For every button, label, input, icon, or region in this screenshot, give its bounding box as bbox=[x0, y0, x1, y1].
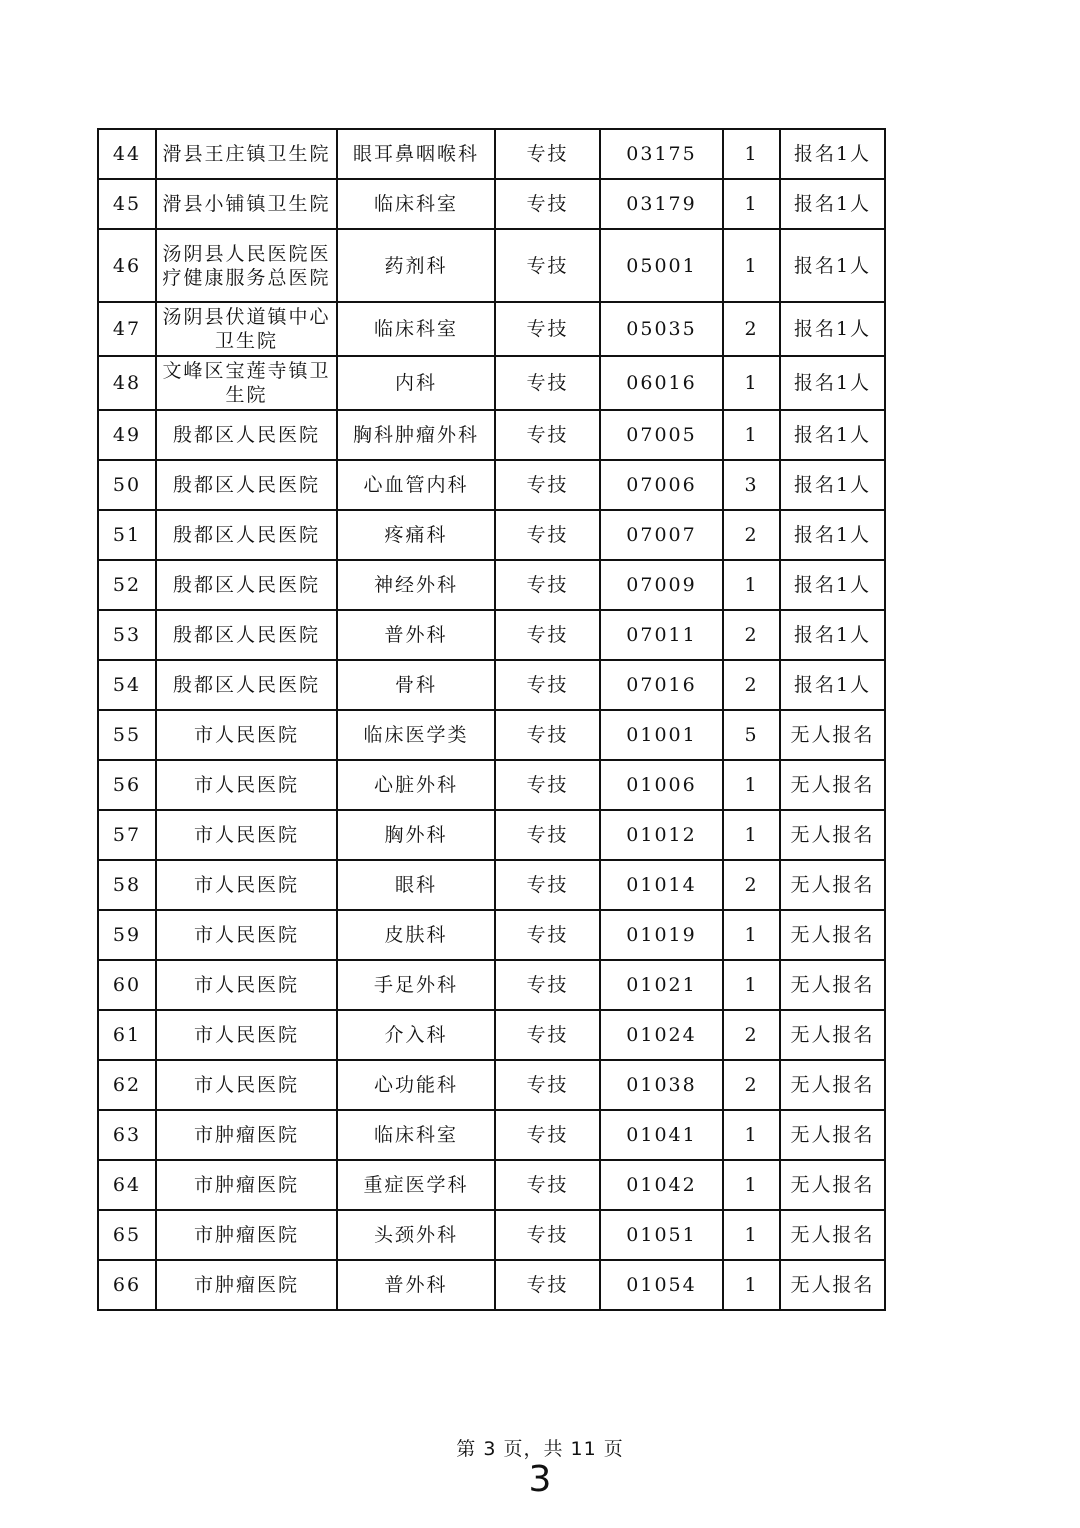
department: 重症医学科 bbox=[337, 1160, 495, 1210]
hiring-count: 1 bbox=[723, 1260, 780, 1310]
unit-name: 市肿瘤医院 bbox=[156, 1260, 337, 1310]
row-number: 44 bbox=[98, 129, 156, 179]
registration-status: 报名1人 bbox=[780, 460, 885, 510]
position-code: 07006 bbox=[600, 460, 723, 510]
hiring-count: 1 bbox=[723, 229, 780, 302]
table-row bbox=[98, 760, 885, 810]
table-row bbox=[98, 510, 885, 560]
position-type: 专技 bbox=[495, 510, 600, 560]
position-code: 03179 bbox=[600, 179, 723, 229]
registration-status: 报名1人 bbox=[780, 610, 885, 660]
department: 胸科肿瘤外科 bbox=[337, 410, 495, 460]
registration-status: 无人报名 bbox=[780, 1210, 885, 1260]
position-type: 专技 bbox=[495, 410, 600, 460]
position-code: 07011 bbox=[600, 610, 723, 660]
unit-name: 市人民医院 bbox=[156, 860, 337, 910]
position-type: 专技 bbox=[495, 710, 600, 760]
department: 临床科室 bbox=[337, 179, 495, 229]
row-number: 56 bbox=[98, 760, 156, 810]
hiring-count: 1 bbox=[723, 960, 780, 1010]
row-number: 66 bbox=[98, 1260, 156, 1310]
position-code: 01014 bbox=[600, 860, 723, 910]
position-code: 03175 bbox=[600, 129, 723, 179]
row-number: 45 bbox=[98, 179, 156, 229]
hiring-count: 1 bbox=[723, 410, 780, 460]
row-number: 49 bbox=[98, 410, 156, 460]
row-number: 62 bbox=[98, 1060, 156, 1110]
registration-status: 无人报名 bbox=[780, 960, 885, 1010]
department: 皮肤科 bbox=[337, 910, 495, 960]
position-code: 01021 bbox=[600, 960, 723, 1010]
hiring-count: 2 bbox=[723, 660, 780, 710]
position-code: 07005 bbox=[600, 410, 723, 460]
hiring-count: 1 bbox=[723, 179, 780, 229]
unit-name: 市肿瘤医院 bbox=[156, 1160, 337, 1210]
row-number: 60 bbox=[98, 960, 156, 1010]
table-row bbox=[98, 1260, 885, 1310]
hiring-count: 2 bbox=[723, 302, 780, 356]
table-row bbox=[98, 410, 885, 460]
department: 骨科 bbox=[337, 660, 495, 710]
department: 临床医学类 bbox=[337, 710, 495, 760]
position-type: 专技 bbox=[495, 302, 600, 356]
unit-name: 汤阴县人民医院医疗健康服务总医院 bbox=[156, 229, 337, 302]
position-code: 01054 bbox=[600, 1260, 723, 1310]
department: 普外科 bbox=[337, 610, 495, 660]
position-type: 专技 bbox=[495, 910, 600, 960]
registration-status: 报名1人 bbox=[780, 510, 885, 560]
position-code: 01041 bbox=[600, 1110, 723, 1160]
registration-status: 无人报名 bbox=[780, 1260, 885, 1310]
position-type: 专技 bbox=[495, 179, 600, 229]
registration-status: 无人报名 bbox=[780, 1110, 885, 1160]
table-row bbox=[98, 860, 885, 910]
row-number: 61 bbox=[98, 1010, 156, 1060]
unit-name: 殷都区人民医院 bbox=[156, 410, 337, 460]
row-number: 52 bbox=[98, 560, 156, 610]
position-type: 专技 bbox=[495, 1160, 600, 1210]
unit-name: 文峰区宝莲寺镇卫生院 bbox=[156, 356, 337, 410]
department: 药剂科 bbox=[337, 229, 495, 302]
position-type: 专技 bbox=[495, 460, 600, 510]
table-row bbox=[98, 710, 885, 760]
unit-name: 殷都区人民医院 bbox=[156, 660, 337, 710]
department: 眼科 bbox=[337, 860, 495, 910]
table-row bbox=[98, 560, 885, 610]
unit-name: 市人民医院 bbox=[156, 910, 337, 960]
unit-name: 殷都区人民医院 bbox=[156, 560, 337, 610]
position-code: 01038 bbox=[600, 1060, 723, 1110]
unit-name: 市人民医院 bbox=[156, 1010, 337, 1060]
unit-name: 殷都区人民医院 bbox=[156, 610, 337, 660]
table-row bbox=[98, 1160, 885, 1210]
table-row bbox=[98, 1060, 885, 1110]
unit-name: 殷都区人民医院 bbox=[156, 510, 337, 560]
department: 普外科 bbox=[337, 1260, 495, 1310]
registration-status: 无人报名 bbox=[780, 1160, 885, 1210]
position-code: 07009 bbox=[600, 560, 723, 610]
row-number: 57 bbox=[98, 810, 156, 860]
position-type: 专技 bbox=[495, 760, 600, 810]
position-code: 01042 bbox=[600, 1160, 723, 1210]
position-type: 专技 bbox=[495, 960, 600, 1010]
position-code: 07016 bbox=[600, 660, 723, 710]
positions-table-wrapper bbox=[97, 128, 884, 1311]
hiring-count: 1 bbox=[723, 1160, 780, 1210]
hiring-count: 1 bbox=[723, 810, 780, 860]
table-row bbox=[98, 660, 885, 710]
position-code: 05001 bbox=[600, 229, 723, 302]
unit-name: 市人民医院 bbox=[156, 1060, 337, 1110]
table-row bbox=[98, 129, 885, 179]
registration-status: 无人报名 bbox=[780, 1060, 885, 1110]
position-type: 专技 bbox=[495, 229, 600, 302]
registration-status: 报名1人 bbox=[780, 560, 885, 610]
department: 眼耳鼻咽喉科 bbox=[337, 129, 495, 179]
unit-name: 市人民医院 bbox=[156, 760, 337, 810]
registration-status: 报名1人 bbox=[780, 129, 885, 179]
positions-table bbox=[97, 128, 886, 1311]
position-code: 01012 bbox=[600, 810, 723, 860]
unit-name: 滑县王庄镇卫生院 bbox=[156, 129, 337, 179]
registration-status: 无人报名 bbox=[780, 760, 885, 810]
hiring-count: 1 bbox=[723, 1110, 780, 1160]
hiring-count: 2 bbox=[723, 610, 780, 660]
department: 心血管内科 bbox=[337, 460, 495, 510]
unit-name: 市肿瘤医院 bbox=[156, 1110, 337, 1160]
department: 疼痛科 bbox=[337, 510, 495, 560]
unit-name: 市人民医院 bbox=[156, 810, 337, 860]
registration-status: 无人报名 bbox=[780, 860, 885, 910]
position-type: 专技 bbox=[495, 1060, 600, 1110]
department: 介入科 bbox=[337, 1010, 495, 1060]
registration-status: 无人报名 bbox=[780, 910, 885, 960]
unit-name: 殷都区人民医院 bbox=[156, 460, 337, 510]
hiring-count: 1 bbox=[723, 910, 780, 960]
row-number: 64 bbox=[98, 1160, 156, 1210]
hiring-count: 1 bbox=[723, 356, 780, 410]
registration-status: 报名1人 bbox=[780, 410, 885, 460]
table-row bbox=[98, 960, 885, 1010]
department: 手足外科 bbox=[337, 960, 495, 1010]
table-row bbox=[98, 179, 885, 229]
position-code: 07007 bbox=[600, 510, 723, 560]
hiring-count: 1 bbox=[723, 560, 780, 610]
table-body bbox=[98, 129, 885, 1310]
department: 神经外科 bbox=[337, 560, 495, 610]
position-code: 01051 bbox=[600, 1210, 723, 1260]
hiring-count: 3 bbox=[723, 460, 780, 510]
position-type: 专技 bbox=[495, 860, 600, 910]
row-number: 63 bbox=[98, 1110, 156, 1160]
department: 心功能科 bbox=[337, 1060, 495, 1110]
hiring-count: 2 bbox=[723, 1010, 780, 1060]
position-type: 专技 bbox=[495, 1110, 600, 1160]
page-info: 第 3 页，共 11 页 bbox=[456, 1438, 624, 1460]
unit-name: 市人民医院 bbox=[156, 710, 337, 760]
row-number: 50 bbox=[98, 460, 156, 510]
hiring-count: 2 bbox=[723, 860, 780, 910]
position-type: 专技 bbox=[495, 1210, 600, 1260]
hiring-count: 1 bbox=[723, 129, 780, 179]
row-number: 47 bbox=[98, 302, 156, 356]
position-type: 专技 bbox=[495, 660, 600, 710]
table-row bbox=[98, 1010, 885, 1060]
registration-status: 报名1人 bbox=[780, 356, 885, 410]
table-row bbox=[98, 1110, 885, 1160]
hiring-count: 2 bbox=[723, 1060, 780, 1110]
page-number: 3 bbox=[528, 1459, 552, 1500]
unit-name: 市人民医院 bbox=[156, 960, 337, 1010]
department: 头颈外科 bbox=[337, 1210, 495, 1260]
position-type: 专技 bbox=[495, 610, 600, 660]
registration-status: 报名1人 bbox=[780, 179, 885, 229]
position-code: 01001 bbox=[600, 710, 723, 760]
hiring-count: 1 bbox=[723, 760, 780, 810]
position-code: 01019 bbox=[600, 910, 723, 960]
row-number: 54 bbox=[98, 660, 156, 710]
table-row bbox=[98, 610, 885, 660]
position-code: 01024 bbox=[600, 1010, 723, 1060]
table-row bbox=[98, 229, 885, 302]
position-code: 05035 bbox=[600, 302, 723, 356]
row-number: 59 bbox=[98, 910, 156, 960]
position-type: 专技 bbox=[495, 1010, 600, 1060]
table-row bbox=[98, 302, 885, 356]
department: 临床科室 bbox=[337, 1110, 495, 1160]
row-number: 53 bbox=[98, 610, 156, 660]
row-number: 55 bbox=[98, 710, 156, 760]
department: 内科 bbox=[337, 356, 495, 410]
row-number: 46 bbox=[98, 229, 156, 302]
row-number: 58 bbox=[98, 860, 156, 910]
registration-status: 无人报名 bbox=[780, 710, 885, 760]
registration-status: 报名1人 bbox=[780, 302, 885, 356]
hiring-count: 1 bbox=[723, 1210, 780, 1260]
unit-name: 滑县小铺镇卫生院 bbox=[156, 179, 337, 229]
table-row bbox=[98, 460, 885, 510]
table-row bbox=[98, 810, 885, 860]
hiring-count: 2 bbox=[723, 510, 780, 560]
department: 临床科室 bbox=[337, 302, 495, 356]
position-type: 专技 bbox=[495, 356, 600, 410]
department: 胸外科 bbox=[337, 810, 495, 860]
position-type: 专技 bbox=[495, 129, 600, 179]
row-number: 65 bbox=[98, 1210, 156, 1260]
position-code: 01006 bbox=[600, 760, 723, 810]
row-number: 48 bbox=[98, 356, 156, 410]
department: 心脏外科 bbox=[337, 760, 495, 810]
hiring-count: 5 bbox=[723, 710, 780, 760]
table-row bbox=[98, 910, 885, 960]
unit-name: 汤阴县伏道镇中心卫生院 bbox=[156, 302, 337, 356]
unit-name: 市肿瘤医院 bbox=[156, 1210, 337, 1260]
position-type: 专技 bbox=[495, 810, 600, 860]
row-number: 51 bbox=[98, 510, 156, 560]
registration-status: 无人报名 bbox=[780, 1010, 885, 1060]
registration-status: 报名1人 bbox=[780, 229, 885, 302]
position-type: 专技 bbox=[495, 1260, 600, 1310]
table-row bbox=[98, 1210, 885, 1260]
registration-status: 报名1人 bbox=[780, 660, 885, 710]
registration-status: 无人报名 bbox=[780, 810, 885, 860]
position-code: 06016 bbox=[600, 356, 723, 410]
position-type: 专技 bbox=[495, 560, 600, 610]
table-row bbox=[98, 356, 885, 410]
